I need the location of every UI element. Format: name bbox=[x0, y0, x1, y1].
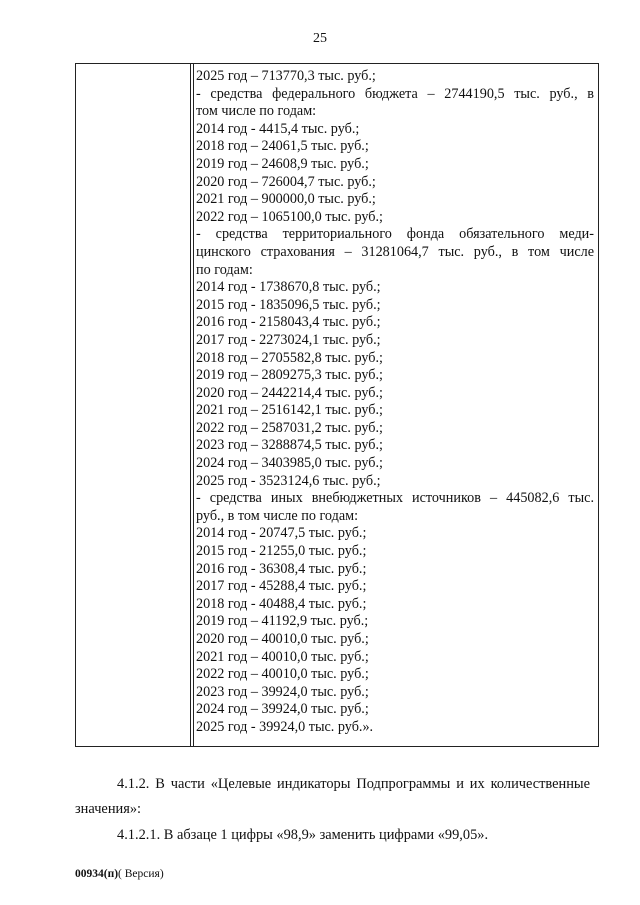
funding-line: 2020 год – 2442214,4 тыс. руб.; bbox=[196, 384, 383, 401]
funding-line: 2023 год – 3288874,5 тыс. руб.; bbox=[196, 437, 383, 454]
funding-line: 2017 год - 45288,4 тыс. руб.; bbox=[196, 578, 367, 595]
funding-line: 2025 год - 3523124,6 тыс. руб.; bbox=[196, 472, 381, 489]
funding-line: - средства федерального бюджета – 2744190,5 тыс. руб., в bbox=[196, 85, 594, 102]
funding-line: 2025 год – 713770,3 тыс. руб.; bbox=[196, 68, 376, 84]
funding-line: по годам: bbox=[196, 261, 253, 278]
funding-line: 2014 год - 4415,4 тыс. руб.; bbox=[196, 120, 360, 137]
funding-line: 2019 год – 24608,9 тыс. руб.; bbox=[196, 155, 369, 172]
funding-line: 2022 год – 2587031,2 тыс. руб.; bbox=[196, 419, 383, 436]
funding-line: 2015 год - 21255,0 тыс. руб.; bbox=[196, 543, 367, 560]
funding-line: 2014 год - 1738670,8 тыс. руб.; bbox=[196, 279, 381, 296]
funding-line: 2015 год - 1835096,5 тыс. руб.; bbox=[196, 296, 381, 313]
column-divider bbox=[190, 64, 191, 746]
document-code: 00934(п) bbox=[75, 868, 119, 880]
document-version: ( Версия) bbox=[118, 868, 164, 880]
funding-line: 2017 год - 2273024,1 тыс. руб.; bbox=[196, 331, 381, 348]
funding-line: 2019 год – 2809275,3 тыс. руб.; bbox=[196, 367, 383, 384]
funding-line: 2016 год - 36308,4 тыс. руб.; bbox=[196, 560, 367, 577]
funding-line: 2018 год - 40488,4 тыс. руб.; bbox=[196, 595, 367, 612]
funding-line: 2019 год – 41192,9 тыс. руб.; bbox=[196, 613, 369, 630]
funding-line: руб., в том числе по годам: bbox=[196, 507, 359, 524]
funding-line: 2025 год - 39924,0 тыс. руб.». bbox=[196, 718, 374, 735]
funding-line: 2023 год – 39924,0 тыс. руб.; bbox=[196, 683, 369, 700]
funding-line: 2021 год – 2516142,1 тыс. руб.; bbox=[196, 402, 383, 419]
funding-line: 2016 год - 2158043,4 тыс. руб.; bbox=[196, 314, 381, 331]
funding-line: - средства иных внебюджетных источников – 445082,6 тыс. bbox=[196, 490, 594, 507]
funding-line: 2018 год – 2705582,8 тыс. руб.; bbox=[196, 349, 383, 366]
funding-line: 2021 год – 40010,0 тыс. руб.; bbox=[196, 648, 369, 665]
funding-line: 2020 год – 40010,0 тыс. руб.; bbox=[196, 631, 369, 647]
funding-line: 2024 год – 3403985,0 тыс. руб.; bbox=[196, 455, 383, 472]
funding-line: 2018 год – 24061,5 тыс. руб.; bbox=[196, 138, 369, 155]
funding-line: 2014 год - 20747,5 тыс. руб.; bbox=[196, 525, 367, 542]
funding-line: 2020 год – 726004,7 тыс. руб.; bbox=[196, 173, 376, 190]
funding-line: 2022 год – 1065100,0 тыс. руб.; bbox=[196, 208, 383, 225]
page-number: 25 bbox=[313, 31, 327, 46]
footer bbox=[75, 868, 164, 880]
funding-line: цинского страхования – 31281064,7 тыс. руб., в том числе bbox=[196, 243, 594, 260]
paragraph-4-1-2: 4.1.2. В части «Целевые индикаторы Подпрограммы и их количественные значения»: bbox=[75, 776, 590, 817]
program-table bbox=[75, 63, 599, 747]
funding-line: - средства территориального фонда обязательного меди- bbox=[196, 226, 594, 243]
funding-line: 2021 год – 900000,0 тыс. руб.; bbox=[196, 191, 376, 208]
paragraph-4-1-2-1: 4.1.2.1. В абзаце 1 цифры «98,9» заменить цифрами «99,05». bbox=[117, 827, 489, 843]
column-divider bbox=[193, 64, 194, 746]
funding-cell bbox=[196, 68, 594, 737]
funding-line: том числе по годам: bbox=[196, 103, 317, 120]
funding-line: 2022 год – 40010,0 тыс. руб.; bbox=[196, 666, 369, 683]
funding-line: 2024 год – 39924,0 тыс. руб.; bbox=[196, 701, 369, 718]
